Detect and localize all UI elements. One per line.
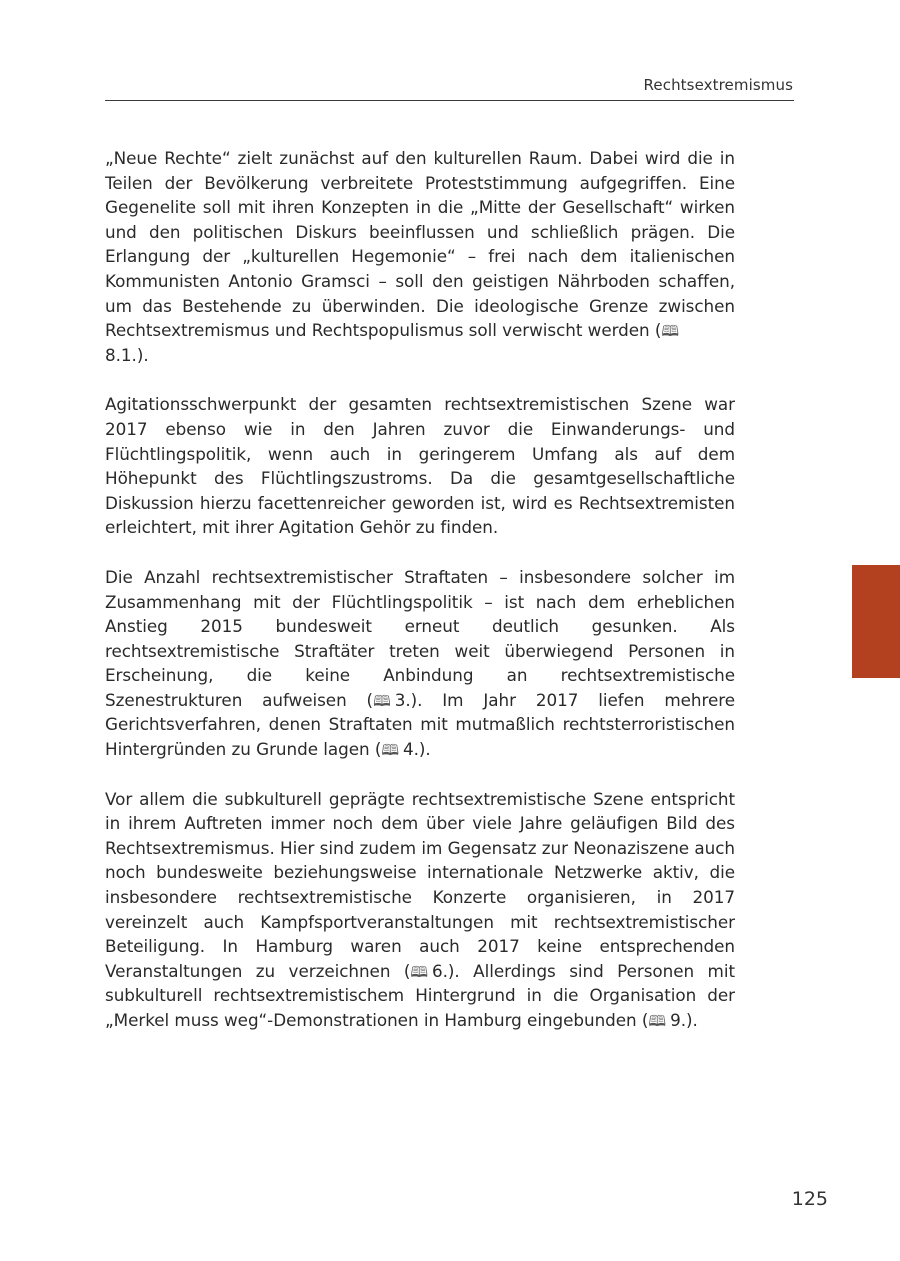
book-icon: 🕮 <box>410 962 429 981</box>
book-icon: 🕮 <box>373 691 391 710</box>
paragraph-4 <box>105 787 735 1033</box>
page-number: 125 <box>791 1188 828 1210</box>
header-rule <box>105 100 794 101</box>
paragraph-3-ref-2: 4.). <box>403 739 431 760</box>
book-icon: 🕮 <box>381 741 399 760</box>
body-text <box>105 146 735 1058</box>
paragraph-4-ref-2: 9.). <box>670 1010 698 1030</box>
paragraph-3-ref-1: 3.). Im Jahr 2017 liefen mehrere Gerichtsverfahren, denen Straftaten mit mutmaßlich rechtsterroristischen Hintergründen zu Grunde lagen ( <box>105 689 735 760</box>
paragraph-4-text: Vor allem die subkulturell geprägte rechtsextremistische Szene entspricht in ihrem Auftreten immer noch dem über viele Jahre geläufigen Bild des Rechtsextremismus. Hier sind zudem im Gegensatz zur Neonaziszene auch noch bundesweite beziehungsweise internationale Netzwerke aktiv, die insbesondere rechtsextremistische Konzerte organisieren, in 2017 vereinzelt auch Kampfsportveranstaltungen mit rechtsextremistischer Beteiligung. In Hamburg waren auch 2017 keine entsprechenden Veranstaltungen zu verzeichnen ( <box>105 788 735 981</box>
paragraph-3 <box>105 565 735 762</box>
book-icon: 🕮 <box>661 322 680 341</box>
paragraph-1-text: „Neue Rechte“ zielt zunächst auf den kulturellen Raum. Dabei wird die in Teilen der Bevölkerung verbreitete Proteststimmung aufgegriffen. Eine Gegenelite soll mit ihren Konzepten in die „Mitte der Gesellschaft“ wirken und den politischen Diskurs beeinflussen und schließlich prägen. Die Erlangung der „kulturellen Hegemonie“ – frei nach dem italienischen Kommunisten Antonio Gramsci – soll den geistigen Nährboden schaffen, um das Bestehende zu überwinden. Die ideologische Grenze zwischen Rechtsextremismus und Rechtspopulismus soll verwischt werden ( <box>105 148 735 341</box>
section-color-tab <box>852 565 900 678</box>
paragraph-1 <box>105 146 735 367</box>
paragraph-1-ref: 8.1.). <box>105 344 149 365</box>
running-header-title: Rechtsextremismus <box>643 76 793 94</box>
book-icon: 🕮 <box>648 1012 667 1030</box>
paragraph-4-ref-1: 6.). Allerdings sind Personen mit subkulturell rechtsextremistischem Hintergrund in die Organisation der „Merkel muss weg“-Demonstrationen in Hamburg eingebunden ( <box>105 960 735 1030</box>
paragraph-3-text: Die Anzahl rechtsextremistischer Straftaten – insbesondere solcher im Zusammenhang mit der Flüchtlingspolitik – ist nach dem erheblichen Anstieg 2015 bundesweit erneut deutlich gesunken. Als rechtsextremistische Straftäter treten weit überwiegend Personen in Erscheinung, die keine Anbindung an rechtsextremistische Szenestrukturen aufweisen ( <box>105 566 735 710</box>
paragraph-2: Agitationsschwerpunkt der gesamten rechtsextremistischen Szene war 2017 ebenso wie in den Jahren zuvor die Einwanderungs- und Flüchtlingspolitik, wenn auch in geringerem Umfang als auf dem Höhepunkt des Flüchtlingszustroms. Da die gesamtgesellschaftliche Diskussion hierzu facettenreicher geworden ist, wird es Rechtsextremisten erleichtert, mit ihrer Agitation Gehör zu finden. <box>105 394 735 538</box>
